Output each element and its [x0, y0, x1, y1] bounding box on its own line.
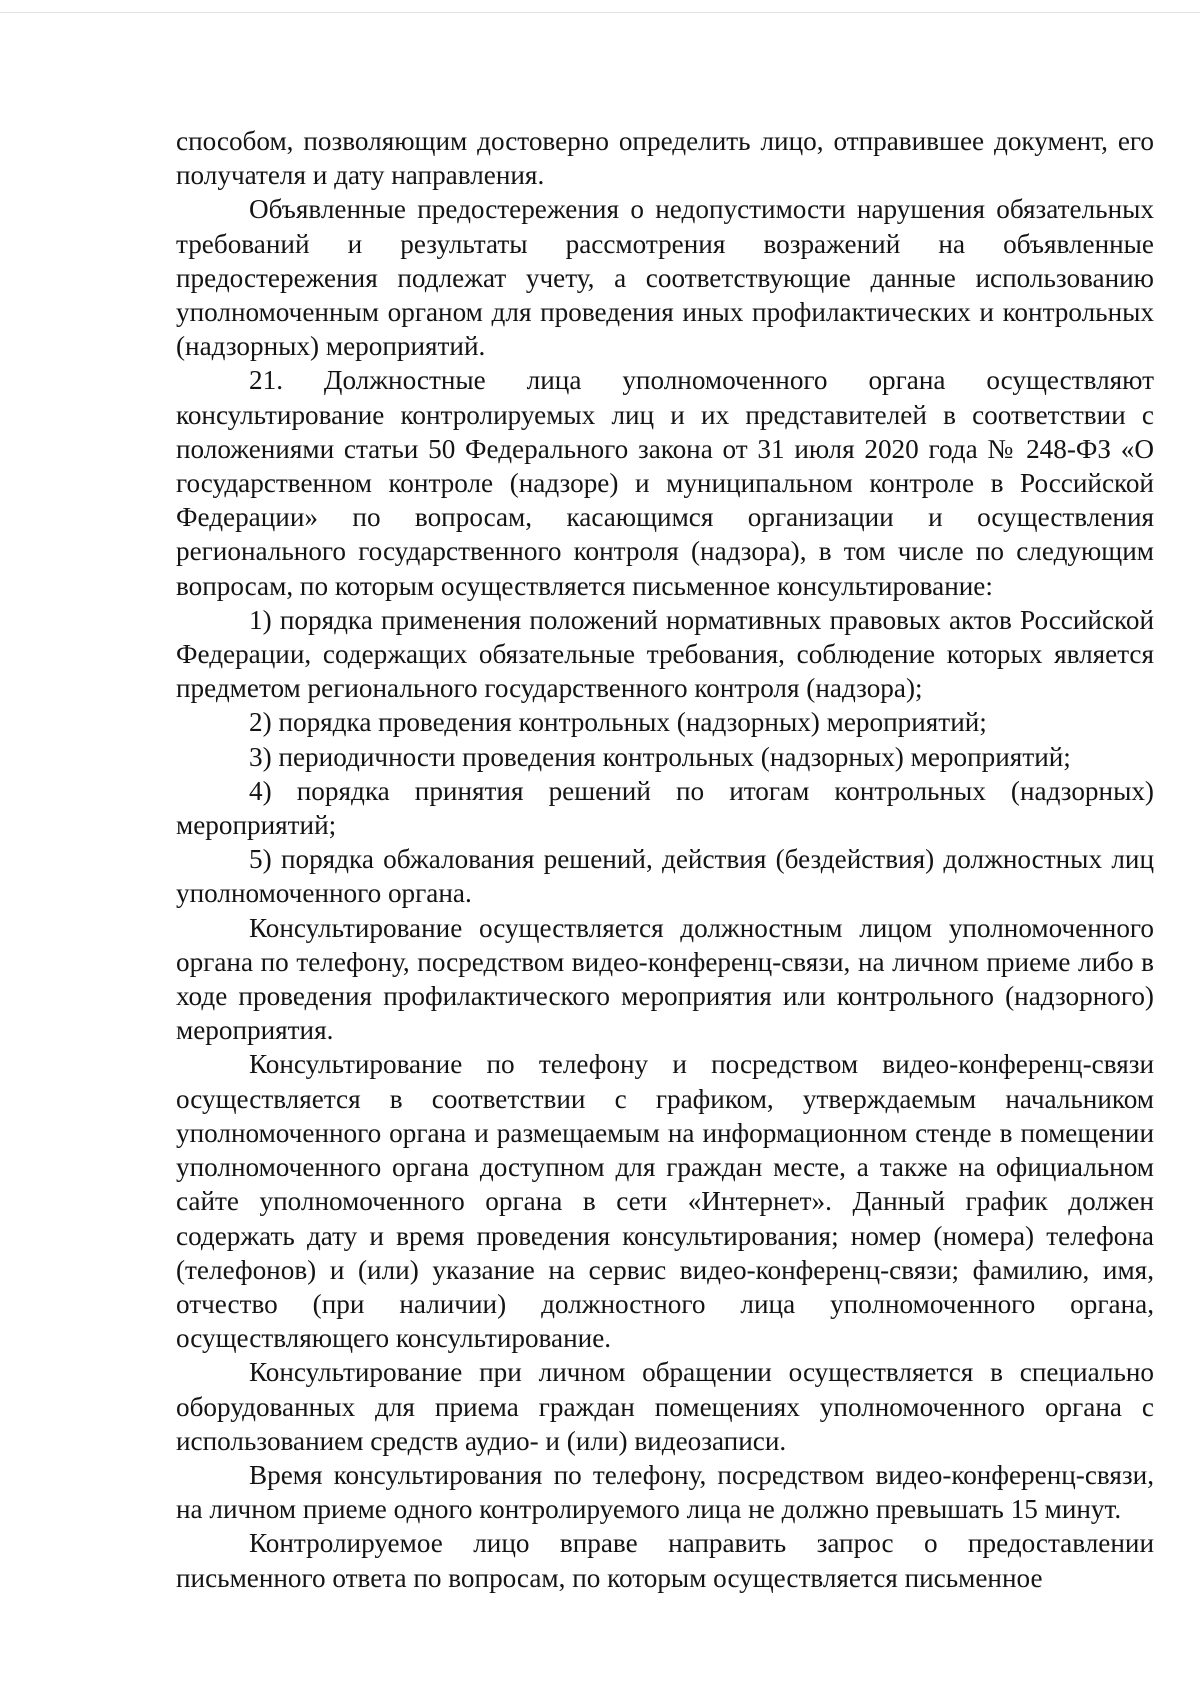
- paragraph-consulting-methods: Консультирование осуществляется должностным лицом уполномоченного органа по телефону, посредством видео-конференц-связи, на личном приеме либо в ходе проведения профилактического мероприятия или контрольного (надзорного) мероприятия.: [176, 912, 1154, 1046]
- paragraph-item-21: 21. Должностные лица уполномоченного органа осуществляют консультирование контролируемых лиц и их представителей в соответствии с положениями статьи 50 Федерального закона от 31 июля 2020 года № 248-ФЗ «О государственном контроле (надзоре) и муниципальном контроле в Российской Федерации» по вопросам, касающимся организации и осуществления регионального государственного контроля (надзора), в том числе по следующим вопросам, по которым осуществляется письменное консультирование:: [176, 365, 1154, 601]
- list-item-2: 2) порядка проведения контрольных (надзорных) мероприятий;: [249, 707, 987, 738]
- list-item-1: 1) порядка применения положений нормативных правовых актов Российской Федерации, содержащих обязательные требования, соблюдение которых является предметом регионального государственного контроля (надзора);: [176, 604, 1154, 704]
- paragraph-consulting-time: Время консультирования по телефону, посредством видео-конференц-связи, на личном приеме одного контролируемого лица не должно превышать 15 минут.: [176, 1459, 1154, 1525]
- paragraph-personal-consulting: Консультирование при личном обращении осуществляется в специально оборудованных для приема граждан помещениях уполномоченного органа с использованием средств аудио- и (или) видеозаписи.: [176, 1357, 1154, 1456]
- scan-edge-line: [0, 12, 1200, 13]
- paragraph-written-request: Контролируемое лицо вправе направить запрос о предоставлении письменного ответа по вопросам, по которым осуществляется письменное: [176, 1528, 1154, 1593]
- paragraph-consulting-schedule: Консультирование по телефону и посредством видео-конференц-связи осуществляется в соответствии с графиком, утверждаемым начальником уполномоченного органа и размещаемым на информационном стенде в помещении уполномоченного органа доступном для граждан месте, а также на официальном сайте уполномоченного органа в сети «Интернет». Данный график должен содержать дату и время проведения консультирования; номер (номера) телефона (телефонов) и (или) указание на сервис видео-конференц-связи; фамилию, имя, отчество (при наличии) должностного лица уполномоченного органа, осуществляющего консультирование.: [176, 1049, 1154, 1354]
- paragraph-warnings-accounting: Объявленные предостережения о недопустимости нарушения обязательных требований и результаты рассмотрения возражений на объявленные предостережения подлежат учету, а соответствующие данные использованию уполномоченным органом для проведения иных профилактических и контрольных (надзорных) мероприятий.: [176, 194, 1154, 362]
- list-item-3: 3) периодичности проведения контрольных (надзорных) мероприятий;: [249, 741, 1071, 772]
- list-item-4: 4) порядка принятия решений по итогам контрольных (надзорных) мероприятий;: [176, 775, 1154, 841]
- paragraph-continuation: способом, позволяющим достоверно определить лицо, отправившее документ, его получателя и дату направления.: [176, 126, 1154, 191]
- document-body: [176, 124, 1154, 1595]
- list-item-5: 5) порядка обжалования решений, действия (бездействия) должностных лиц уполномоченного органа.: [176, 844, 1154, 909]
